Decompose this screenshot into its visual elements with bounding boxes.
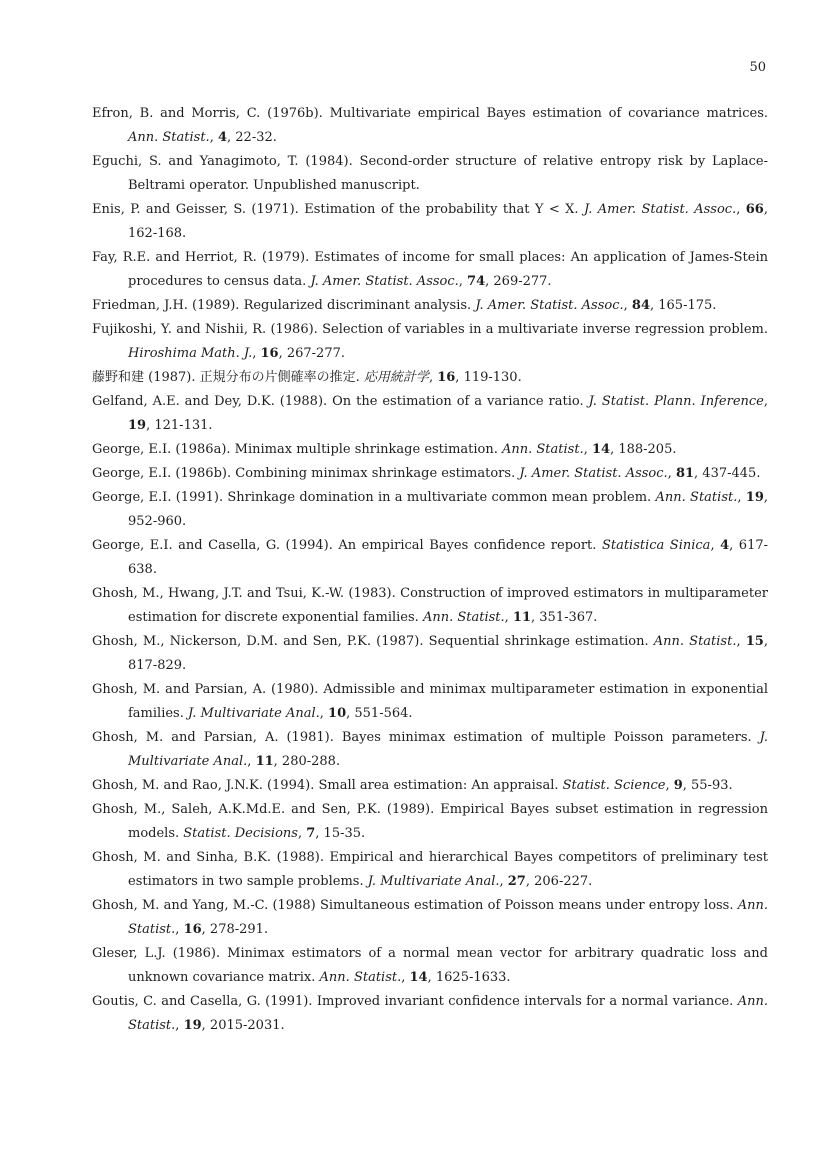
- reference-volume: 19: [745, 490, 764, 505]
- reference-title: Empirical and hierarchical Bayes competitors of preliminary test estimators in two sample problems.: [128, 850, 768, 889]
- reference-journal: Ann. Statist.: [655, 490, 738, 505]
- reference-entry: Ghosh, M. and Sinha, B.K. (1988). Empirical and hierarchical Bayes competitors of preliminary test estimators in two sample problems. J. Multivariate Anal., 27, 206-227.: [92, 850, 768, 889]
- reference-entry: Goutis, C. and Casella, G. (1991). Improved invariant confidence intervals for a normal variance. Ann. Statist., 19, 2015-2031.: [92, 994, 768, 1033]
- reference-pages: 1625-1633.: [435, 970, 511, 985]
- reference-volume: 14: [409, 970, 428, 985]
- reference-volume: 4: [217, 130, 228, 145]
- reference-journal: Ann. Statist.: [319, 970, 402, 985]
- reference-entry: Fujikoshi, Y. and Nishii, R. (1986). Selection of variables in a multivariate inverse regression problem. Hiroshima Math. J., 16, 267-277.: [92, 322, 768, 361]
- reference-authors: Gelfand, A.E. and Dey, D.K. (1988).: [92, 394, 328, 409]
- reference-volume: 16: [183, 922, 202, 937]
- reference-title: Construction of improved estimators in multiparameter estimation for discrete exponential families.: [128, 586, 768, 625]
- reference-authors: Efron, B. and Morris, C. (1976b).: [92, 106, 323, 121]
- reference-title: Improved invariant confidence intervals for a normal variance.: [316, 994, 734, 1009]
- reference-journal: Ann. Statist.: [128, 994, 768, 1033]
- reference-pages: 269-277.: [493, 274, 552, 289]
- reference-volume: 74: [467, 274, 486, 289]
- reference-authors: Ghosh, M. and Sinha, B.K. (1988).: [92, 850, 324, 865]
- reference-pages: 188-205.: [618, 442, 677, 457]
- reference-authors: Ghosh, M., Nickerson, D.M. and Sen, P.K. (1987).: [92, 634, 424, 649]
- reference-pages: 267-277.: [286, 346, 345, 361]
- reference-journal: J. Multivariate Anal.: [128, 730, 768, 769]
- reference-entry: George, E.I. (1986a). Minimax multiple shrinkage estimation. Ann. Statist., 14, 188-205.: [92, 442, 677, 457]
- reference-journal: J. Multivariate Anal.: [367, 874, 500, 889]
- reference-title: Shrinkage domination in a multivariate common mean problem.: [227, 490, 652, 505]
- reference-entry: Ghosh, M. and Yang, M.-C. (1988) Simultaneous estimation of Poisson means under entropy loss. Ann. Statist., 16, 278-291.: [92, 898, 769, 937]
- reference-entry: Ghosh, M. and Rao, J.N.K. (1994). Small area estimation: An appraisal. Statist. Science, 9, 55-93.: [92, 778, 733, 793]
- reference-entry: George, E.I. (1991). Shrinkage domination in a multivariate common mean problem. Ann. Statist., 19, 952-960.: [92, 490, 769, 529]
- reference-journal: 応用統計学: [363, 370, 429, 385]
- reference-volume: 15: [745, 634, 764, 649]
- reference-title: 正規分布の片側確率の推定.: [199, 370, 360, 385]
- reference-journal: Statist. Decisions: [183, 826, 298, 841]
- reference-journal: J. Statist. Plann. Inference: [588, 394, 764, 409]
- reference-authors: Eguchi, S. and Yanagimoto, T. (1984).: [92, 154, 353, 169]
- reference-journal: J. Amer. Statist. Assoc.: [519, 466, 668, 481]
- page-number: 50: [749, 60, 766, 75]
- reference-authors: Ghosh, M. and Parsian, A. (1980).: [92, 682, 319, 697]
- reference-entry: Ghosh, M., Saleh, A.K.Md.E. and Sen, P.K. (1989). Empirical Bayes subset estimation in regression models. Statist. Decisions, 7, 15-35.: [92, 802, 769, 841]
- reference-volume: 27: [507, 874, 526, 889]
- reference-entry: Fay, R.E. and Herriot, R. (1979). Estimates of income for small places: An application of James-Stein procedures to census data. J. Amer. Statist. Assoc., 74, 269-277.: [92, 250, 768, 289]
- reference-title: On the estimation of a variance ratio.: [332, 394, 584, 409]
- reference-volume: 16: [437, 370, 456, 385]
- reference-journal: Statist. Science: [562, 778, 666, 793]
- reference-entry: Enis, P. and Geisser, S. (1971). Estimation of the probability that Y < X. J. Amer. Statist. Assoc., 66, 162-168.: [92, 202, 768, 241]
- reference-journal: Ann. Statist.: [653, 634, 737, 649]
- reference-volume: 81: [675, 466, 695, 481]
- reference-pages: 55-93.: [691, 778, 733, 793]
- reference-journal: J. Amer. Statist. Assoc.: [584, 202, 737, 217]
- reference-pages: 617-638.: [128, 538, 769, 577]
- reference-volume: 10: [328, 706, 347, 721]
- reference-authors: George, E.I. and Casella, G. (1994).: [92, 538, 333, 553]
- reference-journal: Ann. Statist.: [128, 898, 769, 937]
- reference-authors: Gleser, L.J. (1986).: [92, 946, 221, 961]
- reference-pages: 15-35.: [323, 826, 366, 841]
- reference-volume: 84: [631, 298, 650, 313]
- reference-pages: 162-168.: [128, 226, 187, 241]
- reference-authors: Goutis, C. and Casella, G. (1991).: [92, 994, 313, 1009]
- reference-title: Combining minimax shrinkage estimators.: [235, 466, 516, 481]
- reference-title: Estimation of the probability that Y < X.: [304, 202, 579, 217]
- reference-pages: 165-175.: [658, 298, 717, 313]
- reference-authors: Ghosh, M., Hwang, J.T. and Tsui, K.-W. (1983).: [92, 586, 396, 601]
- reference-pages: 2015-2031.: [209, 1018, 285, 1033]
- reference-authors: Enis, P. and Geisser, S. (1971).: [92, 202, 299, 217]
- reference-pages: 280-288.: [281, 754, 341, 769]
- reference-authors: Ghosh, M. and Rao, J.N.K. (1994).: [92, 778, 315, 793]
- reference-title: Simultaneous estimation of Poisson means under entropy loss.: [319, 898, 734, 913]
- reference-volume: 4: [720, 538, 730, 553]
- reference-authors: George, E.I. (1991).: [92, 490, 224, 505]
- reference-title: An empirical Bayes confidence report.: [338, 538, 597, 553]
- reference-authors: Fay, R.E. and Herriot, R. (1979).: [92, 250, 310, 265]
- reference-authors: George, E.I. (1986b).: [92, 466, 232, 481]
- reference-authors: George, E.I. (1986a).: [92, 442, 231, 457]
- reference-volume: 19: [183, 1018, 202, 1033]
- reference-authors: Ghosh, M. and Yang, M.-C. (1988): [92, 898, 316, 913]
- reference-authors: Friedman, J.H. (1989).: [92, 298, 240, 313]
- reference-title: Regularized discriminant analysis.: [243, 298, 472, 313]
- reference-entry: Gleser, L.J. (1986). Minimax estimators of a normal mean vector for arbitrary quadratic loss and unknown covariance matrix. Ann. Statist., 14, 1625-1633.: [92, 946, 768, 985]
- reference-title: Minimax multiple shrinkage estimation.: [234, 442, 498, 457]
- reference-entry: Ghosh, M. and Parsian, A. (1980). Admissible and minimax multiparameter estimation in exponential families. J. Multivariate Anal., 10, 551-564.: [92, 682, 768, 721]
- reference-volume: 9: [673, 778, 683, 793]
- reference-entry: George, E.I. (1986b). Combining minimax shrinkage estimators. J. Amer. Statist. Assoc., 81, 437-445.: [92, 466, 761, 481]
- reference-entry: Ghosh, M. and Parsian, A. (1981). Bayes minimax estimation of multiple Poisson parameters. J. Multivariate Anal., 11, 280-288.: [92, 730, 768, 769]
- reference-authors: Fujikoshi, Y. and Nishii, R. (1986).: [92, 322, 318, 337]
- reference-journal: Hiroshima Math. J.: [128, 346, 253, 361]
- reference-title: Bayes minimax estimation of multiple Poisson parameters.: [341, 730, 752, 745]
- reference-title: Sequential shrinkage estimation.: [428, 634, 649, 649]
- reference-pages: 817-829.: [128, 658, 187, 673]
- reference-title: Small area estimation: An appraisal.: [318, 778, 559, 793]
- reference-pages: 119-130.: [463, 370, 522, 385]
- reference-pages: 351-367.: [539, 610, 598, 625]
- reference-volume: 7: [306, 826, 316, 841]
- reference-title: Minimax estimators of a normal mean vector for arbitrary quadratic loss and unknown covariance matrix.: [128, 946, 768, 985]
- reference-entry: Ghosh, M., Hwang, J.T. and Tsui, K.-W. (1983). Construction of improved estimators in multiparameter estimation for discrete exponential families. Ann. Statist., 11, 351-367.: [92, 586, 768, 625]
- reference-volume: 14: [591, 442, 611, 457]
- reference-volume: 11: [512, 610, 532, 625]
- reference-journal: Ann. Statist.: [502, 442, 584, 457]
- reference-volume: 16: [260, 346, 279, 361]
- reference-authors: Ghosh, M., Saleh, A.K.Md.E. and Sen, P.K. (1989).: [92, 802, 435, 817]
- reference-entry: Friedman, J.H. (1989). Regularized discriminant analysis. J. Amer. Statist. Assoc., 84, 165-175.: [92, 298, 717, 313]
- reference-pages: 551-564.: [354, 706, 413, 721]
- reference-title: Empirical Bayes subset estimation in regression models.: [128, 802, 769, 841]
- reference-entry: Efron, B. and Morris, C. (1976b). Multivariate empirical Bayes estimation of covariance matrices. Ann. Statist., 4, 22-32.: [92, 106, 768, 145]
- reference-journal: J. Multivariate Anal.: [188, 706, 320, 721]
- reference-entry: Gelfand, A.E. and Dey, D.K. (1988). On the estimation of a variance ratio. J. Statist. Plann. Inference, 19, 121-131.: [92, 394, 769, 433]
- reference-journal: J. Amer. Statist. Assoc.: [475, 298, 624, 313]
- reference-volume: 19: [128, 418, 147, 433]
- reference-pages: 22-32.: [235, 130, 277, 145]
- reference-title: Admissible and minimax multiparameter estimation in exponential families.: [128, 682, 768, 721]
- reference-entry: George, E.I. and Casella, G. (1994). An empirical Bayes confidence report. Statistica Sinica, 4, 617-638.: [92, 538, 769, 577]
- reference-list: [92, 102, 768, 1038]
- reference-journal: Ann. Statist.: [422, 610, 505, 625]
- reference-title: Multivariate empirical Bayes estimation of covariance matrices.: [329, 106, 768, 121]
- reference-pages: 121-131.: [154, 418, 213, 433]
- reference-authors: Ghosh, M. and Parsian, A. (1981).: [92, 730, 334, 745]
- reference-journal: J. Amer. Statist. Assoc.: [310, 274, 459, 289]
- reference-pages: 437-445.: [702, 466, 761, 481]
- reference-entry: 藤野和建 (1987). 正規分布の片側確率の推定. 応用統計学, 16, 119-130.: [92, 370, 522, 385]
- reference-volume: 66: [745, 202, 764, 217]
- reference-pages: 952-960.: [128, 514, 187, 529]
- reference-title: Estimates of income for small places: An application of James-Stein procedures to census data.: [128, 250, 768, 289]
- reference-title: Second-order structure of relative entropy risk by Laplace-Beltrami operator. Unpublished manuscript.: [128, 154, 768, 193]
- reference-title: Selection of variables in a multivariate inverse regression problem.: [322, 322, 768, 337]
- reference-pages: 206-227.: [534, 874, 593, 889]
- reference-entry: [92, 150, 768, 198]
- reference-journal: Statistica Sinica: [601, 538, 711, 553]
- reference-journal: Ann. Statist.: [128, 130, 210, 145]
- reference-volume: 11: [255, 754, 274, 769]
- reference-entry: Ghosh, M., Nickerson, D.M. and Sen, P.K. (1987). Sequential shrinkage estimation. Ann. Statist., 15, 817-829.: [92, 634, 768, 673]
- reference-pages: 278-291.: [209, 922, 269, 937]
- reference-authors: 藤野和建 (1987).: [92, 370, 196, 385]
